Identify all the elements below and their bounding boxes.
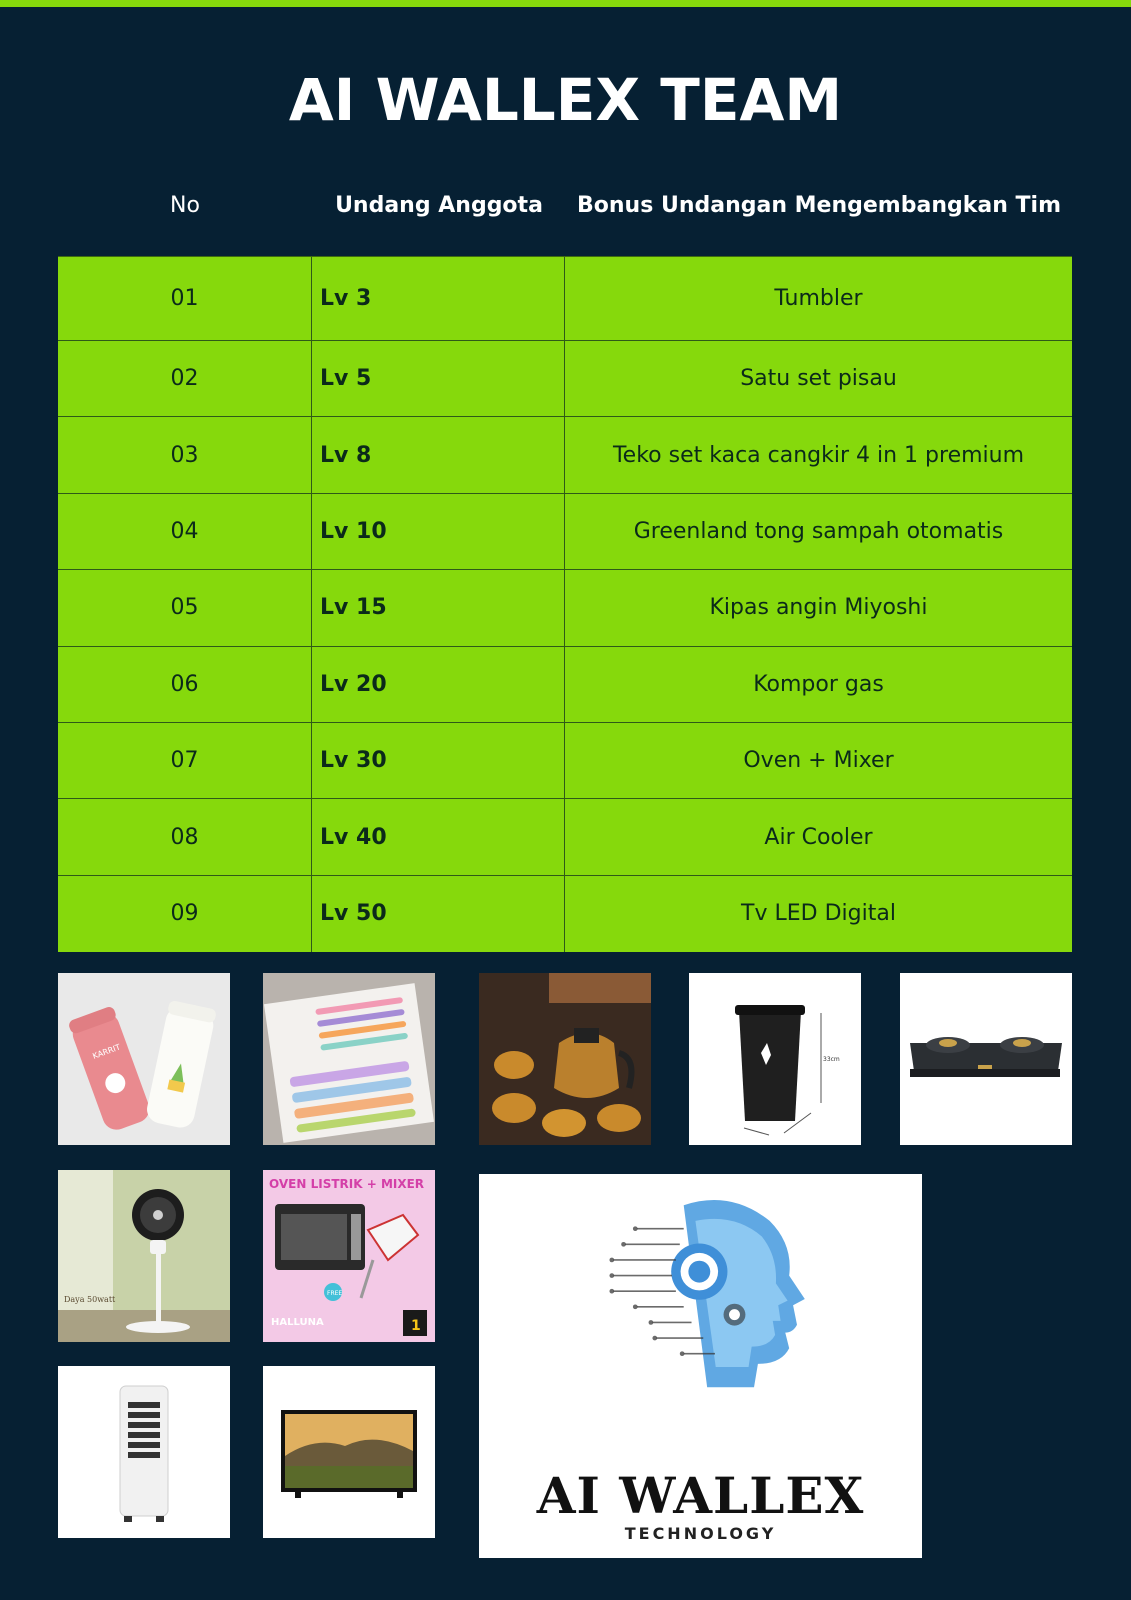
row-bonus: Satu set pisau	[740, 366, 897, 392]
table-row	[58, 570, 1072, 646]
row-level: Lv 10	[312, 494, 565, 569]
table-row	[58, 341, 1072, 417]
row-bonus: Kipas angin Miyoshi	[709, 595, 928, 621]
air-cooler-image	[58, 1366, 230, 1538]
tv-led-image	[263, 1366, 435, 1538]
row-bonus: Air Cooler	[764, 824, 873, 850]
knife-set-image	[263, 973, 435, 1145]
gas-stove-image	[900, 973, 1072, 1145]
row-level: Lv 50	[312, 876, 565, 952]
ai-wallex-logo	[479, 1174, 922, 1558]
logo-tagline: TECHNOLOGY	[624, 1524, 777, 1543]
logo-name: AI WALLEX	[536, 1466, 865, 1525]
fan-caption: Daya 50watt	[64, 1295, 116, 1304]
table-row	[58, 799, 1072, 875]
row-number: 04	[58, 494, 312, 569]
row-number: 08	[58, 799, 312, 874]
table-row	[58, 417, 1072, 493]
oven-brand-text: HALLUNA	[271, 1317, 324, 1328]
row-number: 02	[58, 341, 312, 416]
row-level: Lv 3	[312, 257, 565, 340]
page-title: AI WALLEX TEAM	[288, 66, 843, 134]
row-number: 03	[58, 417, 312, 492]
row-bonus: Kompor gas	[753, 671, 884, 697]
header-bonus: Bonus Undangan Mengembangkan Tim	[577, 193, 1061, 218]
row-number: 06	[58, 647, 312, 722]
oven-mixer-image	[263, 1170, 435, 1342]
row-bonus: Tv LED Digital	[741, 901, 896, 927]
table-row	[58, 494, 1072, 570]
row-bonus: Teko set kaca cangkir 4 in 1 premium	[612, 442, 1025, 468]
table-row	[58, 723, 1072, 799]
row-bonus: Oven + Mixer	[743, 748, 894, 774]
row-level: Lv 8	[312, 417, 565, 492]
row-number: 09	[58, 876, 312, 952]
fan-image	[58, 1170, 230, 1342]
tumbler-image	[58, 973, 230, 1145]
trash-dimension-label: 33cm	[823, 1056, 840, 1063]
row-level: Lv 30	[312, 723, 565, 798]
row-number: 05	[58, 570, 312, 645]
oven-free-badge: FREE	[327, 1290, 343, 1297]
row-number: 01	[58, 257, 312, 340]
table-row	[58, 647, 1072, 723]
table-row	[58, 257, 1072, 341]
row-level: Lv 15	[312, 570, 565, 645]
bonus-table	[58, 256, 1072, 952]
oven-banner-text: OVEN LISTRIK + MIXER	[269, 1177, 425, 1191]
table-row	[58, 876, 1072, 952]
row-number: 07	[58, 723, 312, 798]
row-level: Lv 20	[312, 647, 565, 722]
top-accent-bar	[0, 0, 1131, 7]
header-no: No	[170, 193, 200, 218]
teapot-set-image	[479, 973, 651, 1145]
tumbler-label: KARRIT	[91, 1042, 122, 1061]
row-bonus: Tumbler	[774, 286, 863, 311]
header-invite: Undang Anggota	[335, 193, 543, 218]
row-level: Lv 5	[312, 341, 565, 416]
row-level: Lv 40	[312, 799, 565, 874]
row-bonus: Greenland tong sampah otomatis	[633, 518, 1004, 544]
oven-warranty-badge: 1	[411, 1318, 421, 1334]
trash-bin-image	[689, 973, 861, 1145]
